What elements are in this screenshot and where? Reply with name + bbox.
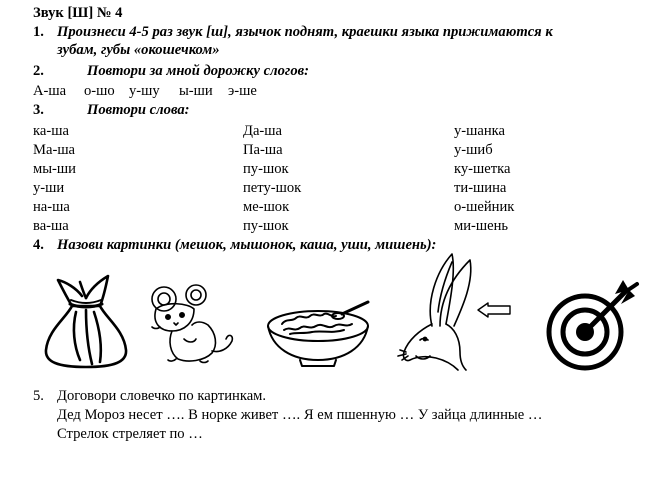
word: у-шанка	[454, 123, 506, 139]
word: ва-ша	[33, 218, 69, 234]
syllable: у-шу	[129, 83, 160, 99]
arrow-icon	[476, 302, 512, 318]
syllable: А-ша	[33, 83, 67, 99]
target-icon	[545, 276, 645, 372]
task-3-text: Повтори слова:	[87, 102, 190, 118]
word: на-ша	[33, 199, 70, 215]
task-1-text-line-1: Произнеси 4-5 раз звук [ш], язычок поднят, краешки языка прижимаются к	[57, 24, 553, 40]
task-2-text: Повтори за мной дорожку слогов:	[87, 63, 309, 79]
word: ми-шень	[454, 218, 509, 234]
task-4-number: 4.	[33, 237, 44, 253]
task-4-text: Назови картинки (мешок, мышонок, каша, уши, мишень):	[57, 237, 437, 253]
task-5-number: 5.	[33, 388, 44, 404]
porridge-bowl-icon	[264, 300, 376, 368]
mouse-icon	[148, 283, 236, 365]
task-1-text-line-2: зубам, губы «окошечком»	[57, 42, 220, 58]
word: ку-шетка	[454, 161, 511, 177]
word: Ма-ша	[33, 142, 76, 158]
word: Да-ша	[243, 123, 283, 139]
task-2-number: 2.	[33, 63, 44, 79]
task-5-text-line-1: Договори словечко по картинкам.	[57, 388, 267, 404]
word: ка-ша	[33, 123, 69, 139]
word: у-ши	[33, 180, 65, 196]
word: у-шиб	[454, 142, 493, 158]
task-1-number: 1.	[33, 24, 44, 40]
word: ме-шок	[243, 199, 290, 215]
task-5-text-line-2: Дед Мороз несет …. В норке живет …. Я ем пшенную … У зайца длинные …	[57, 407, 543, 423]
syllable: о-шо	[84, 83, 115, 99]
task-5-text-line-3: Стрелок стреляет по …	[57, 426, 203, 442]
word: ти-шина	[454, 180, 507, 196]
word: пету-шок	[243, 180, 302, 196]
syllable: ы-ши	[179, 83, 213, 99]
word: о-шейник	[454, 199, 515, 215]
task-3-number: 3.	[33, 102, 44, 118]
sack-icon	[36, 268, 136, 370]
hare-ears-icon	[396, 252, 476, 372]
syllable: э-ше	[228, 83, 257, 99]
page-title: Звук [Ш] № 4	[33, 5, 123, 21]
word: мы-ши	[33, 161, 76, 177]
word: Па-ша	[243, 142, 283, 158]
word: пу-шок	[243, 218, 289, 234]
word: пу-шок	[243, 161, 289, 177]
